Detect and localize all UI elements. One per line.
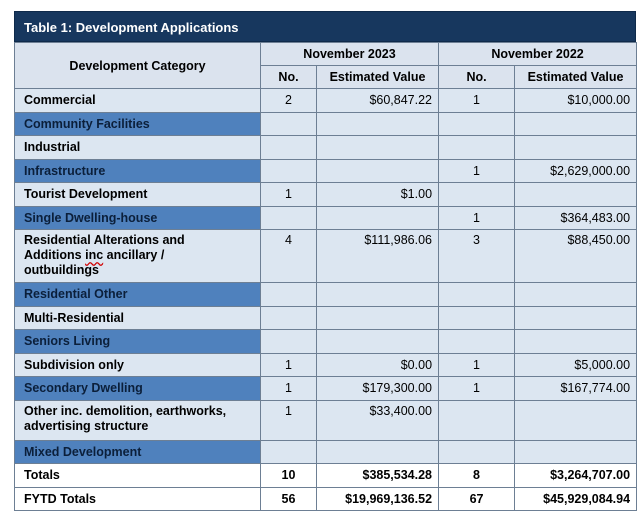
- row-label: Multi-Residential: [15, 306, 261, 330]
- development-applications-table-container: [14, 11, 636, 511]
- cell-value-2022: $5,000.00: [515, 353, 637, 377]
- table-row-fytd-totals: [15, 487, 637, 511]
- cell-value-2023: [317, 440, 439, 464]
- cell-no-2022: [439, 330, 515, 354]
- cell-no-2022: [439, 400, 515, 440]
- table-row-totals: [15, 464, 637, 488]
- row-label-line-1: Other inc. demolition, earthworks,: [24, 403, 227, 418]
- cell-value-2022: $10,000.00: [515, 89, 637, 113]
- row-label: Commercial: [15, 89, 261, 113]
- cell-no-2023: [261, 136, 317, 160]
- cell-no-2022: 1: [439, 159, 515, 183]
- row-label-line-2: advertising structure: [24, 418, 149, 433]
- cell-no-2022: 1: [439, 377, 515, 401]
- cell-no-2023: [261, 440, 317, 464]
- cell-value-2022: [515, 400, 637, 440]
- cell-value-2023: $33,400.00: [317, 400, 439, 440]
- row-label-line-2b: ancillary /: [103, 248, 165, 262]
- totals-value-2023: $385,534.28: [317, 464, 439, 488]
- cell-value-2022: [515, 112, 637, 136]
- cell-no-2023: 4: [261, 230, 317, 283]
- table-row-tourist-development: [15, 183, 637, 207]
- table-row-residential-other: [15, 283, 637, 307]
- table-row-industrial: [15, 136, 637, 160]
- cell-value-2022: [515, 183, 637, 207]
- cell-value-2023: [317, 112, 439, 136]
- totals-label: Totals: [15, 464, 261, 488]
- cell-no-2022: [439, 112, 515, 136]
- row-label: Community Facilities: [15, 112, 261, 136]
- cell-value-2023: [317, 283, 439, 307]
- table-row-seniors-living: [15, 330, 637, 354]
- cell-no-2023: [261, 159, 317, 183]
- row-label: [15, 230, 261, 283]
- cell-value-2022: $167,774.00: [515, 377, 637, 401]
- cell-value-2022: [515, 330, 637, 354]
- cell-no-2023: [261, 206, 317, 230]
- cell-value-2023: $179,300.00: [317, 377, 439, 401]
- fytd-no-2022: 67: [439, 487, 515, 511]
- cell-no-2022: 3: [439, 230, 515, 283]
- fytd-value-2023: $19,969,136.52: [317, 487, 439, 511]
- cell-no-2023: [261, 330, 317, 354]
- totals-no-2022: 8: [439, 464, 515, 488]
- row-label-line-2a: Additions: [24, 248, 86, 262]
- table-row-single-dwelling-house: [15, 206, 637, 230]
- cell-value-2022: $2,629,000.00: [515, 159, 637, 183]
- cell-value-2023: $60,847.22: [317, 89, 439, 113]
- cell-no-2022: [439, 183, 515, 207]
- header-no-2023: No.: [261, 66, 317, 89]
- header-value-2022: Estimated Value: [515, 66, 637, 89]
- cell-no-2022: 1: [439, 206, 515, 230]
- row-label: Single Dwelling-house: [15, 206, 261, 230]
- cell-no-2022: [439, 283, 515, 307]
- cell-value-2022: $88,450.00: [515, 230, 637, 283]
- fytd-no-2023: 56: [261, 487, 317, 511]
- row-label: Seniors Living: [15, 330, 261, 354]
- table-row-secondary-dwelling: [15, 377, 637, 401]
- table-title: Table 1: Development Applications: [14, 11, 636, 42]
- table-row-residential-alterations: [15, 230, 637, 283]
- totals-value-2022: $3,264,707.00: [515, 464, 637, 488]
- cell-no-2022: 1: [439, 353, 515, 377]
- cell-value-2022: [515, 306, 637, 330]
- cell-value-2022: $364,483.00: [515, 206, 637, 230]
- table-row-infrastructure: [15, 159, 637, 183]
- table-row-community-facilities: [15, 112, 637, 136]
- table-row-other-inc-demolition: [15, 400, 637, 440]
- table-row-mixed-development: [15, 440, 637, 464]
- cell-value-2023: [317, 306, 439, 330]
- header-period-november-2022: November 2022: [439, 43, 637, 66]
- cell-value-2022: [515, 136, 637, 160]
- header-no-2022: No.: [439, 66, 515, 89]
- cell-value-2022: [515, 440, 637, 464]
- table-row-subdivision-only: [15, 353, 637, 377]
- cell-value-2023: [317, 206, 439, 230]
- table-row-multi-residential: [15, 306, 637, 330]
- cell-no-2023: 1: [261, 400, 317, 440]
- cell-value-2023: [317, 136, 439, 160]
- cell-value-2023: [317, 330, 439, 354]
- cell-no-2022: [439, 136, 515, 160]
- cell-no-2023: [261, 112, 317, 136]
- cell-value-2023: $111,986.06: [317, 230, 439, 283]
- totals-no-2023: 10: [261, 464, 317, 488]
- row-label: Infrastructure: [15, 159, 261, 183]
- fytd-label: FYTD Totals: [15, 487, 261, 511]
- row-label-line-3: outbuildings: [24, 263, 99, 277]
- row-label: Subdivision only: [15, 353, 261, 377]
- row-label: Secondary Dwelling: [15, 377, 261, 401]
- row-label: Industrial: [15, 136, 261, 160]
- cell-value-2023: $0.00: [317, 353, 439, 377]
- cell-no-2022: 1: [439, 89, 515, 113]
- cell-no-2023: 1: [261, 183, 317, 207]
- cell-value-2022: [515, 283, 637, 307]
- row-label: Residential Other: [15, 283, 261, 307]
- cell-value-2023: $1.00: [317, 183, 439, 207]
- row-label: Tourist Development: [15, 183, 261, 207]
- cell-value-2023: [317, 159, 439, 183]
- cell-no-2023: [261, 283, 317, 307]
- cell-no-2023: 1: [261, 377, 317, 401]
- development-applications-table: [14, 42, 637, 511]
- row-label-spellcheck-word: inc: [85, 248, 104, 262]
- row-label-line-1: Residential Alterations and: [24, 233, 185, 247]
- header-value-2023: Estimated Value: [317, 66, 439, 89]
- cell-no-2022: [439, 440, 515, 464]
- row-label: Mixed Development: [15, 440, 261, 464]
- fytd-value-2022: $45,929,084.94: [515, 487, 637, 511]
- cell-no-2023: 2: [261, 89, 317, 113]
- table-row-commercial: [15, 89, 637, 113]
- row-label: [15, 400, 261, 440]
- cell-no-2023: [261, 306, 317, 330]
- header-period-november-2023: November 2023: [261, 43, 439, 66]
- header-development-category: Development Category: [15, 43, 261, 89]
- cell-no-2023: 1: [261, 353, 317, 377]
- cell-no-2022: [439, 306, 515, 330]
